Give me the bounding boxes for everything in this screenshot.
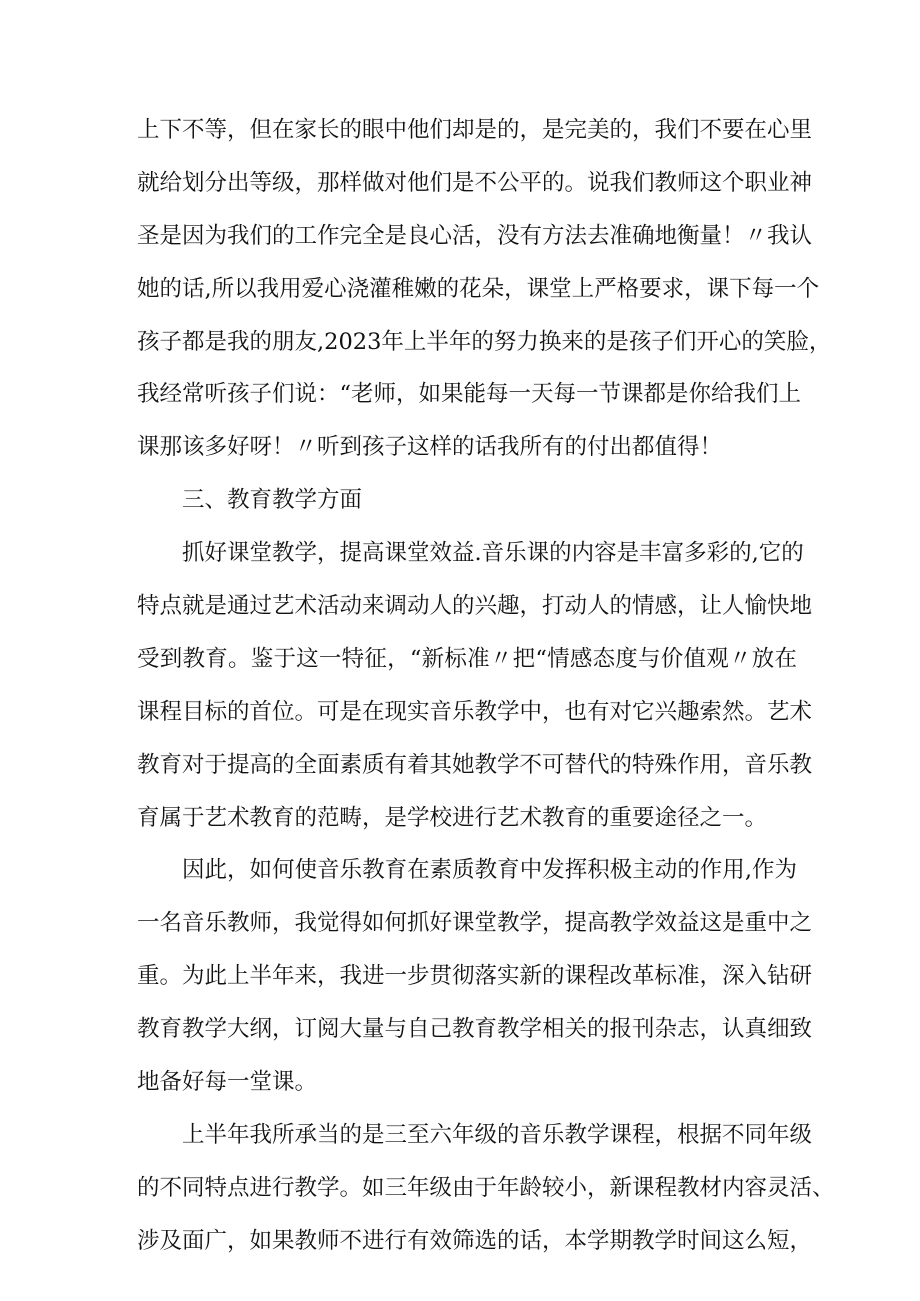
text-line: 孩子都是我的朋友,2023年上半年的努力换来的是孩子们开心的笑脸， bbox=[137, 328, 832, 355]
paragraph-first-line: 上半年我所承当的是三至六年级的音乐教学课程，根据不同年级 bbox=[182, 1121, 813, 1148]
text-line: 的不同特点进行教学。如三年级由于年龄较小，新课程教材内容灵活、 bbox=[137, 1174, 835, 1201]
text-line: 教育对于提高的全面素质有着其她教学不可替代的特殊作用，音乐教 bbox=[137, 751, 813, 778]
text-line: 育属于艺术教育的范畴，是学校进行艺术教育的重要途径之一。 bbox=[137, 804, 768, 831]
text-line: 圣是因为我们的工作完全是良心活，没有方法去准确地衡量！〃我认 bbox=[137, 222, 813, 249]
document-body bbox=[137, 104, 835, 1268]
text-line: 重。为此上半年来，我进一步贯彻落实新的课程改革标准，深入钻研 bbox=[137, 963, 813, 990]
text-line: 地备好每一堂课。 bbox=[137, 1069, 318, 1096]
paragraph-first-line: 三、教育教学方面 bbox=[182, 487, 363, 514]
text-line: 涉及面广，如果教师不进行有效筛选的话，本学期教学时间这么短， bbox=[137, 1227, 813, 1254]
text-line: 特点就是通过艺术活动来调动人的兴趣，打动人的情感，让人愉快地 bbox=[137, 593, 813, 620]
text-line: 上下不等，但在家长的眼中他们却是的，是完美的，我们不要在心里 bbox=[137, 117, 813, 143]
text-line: 她的话,所以我用爱心浇灌稚嫩的花朵，课堂上严格要求，课下每一个 bbox=[137, 275, 820, 302]
paragraph-first-line: 抓好课堂教学，提高课堂效益.音乐课的内容是丰富多彩的,它的 bbox=[182, 540, 804, 567]
text-line: 就给划分出等级，那样做对他们是不公平的。说我们教师这个职业神 bbox=[137, 169, 813, 196]
text-line: 受到教育。鉴于这一特征，“新标准〃把“情感态度与价值观〃放在 bbox=[137, 645, 797, 672]
text-line: 课程目标的首位。可是在现实音乐教学中，也有对它兴趣索然。艺术 bbox=[137, 698, 813, 725]
paragraph-first-line: 因此，如何使音乐教育在素质教育中发挥积极主动的作用,作为 bbox=[182, 857, 797, 884]
text-line: 一名音乐教师，我觉得如何抓好课堂教学，提高教学效益这是重中之 bbox=[137, 910, 813, 937]
text-line: 课那该多好呀！〃听到孩子这样的话我所有的付出都值得！ bbox=[137, 434, 723, 461]
text-line: 我经常听孩子们说：“老师，如果能每一天每一节课都是你给我们上 bbox=[137, 381, 802, 408]
text-line: 教育教学大纲，订阅大量与自己教育教学相关的报刊杂志，认真细致 bbox=[137, 1016, 813, 1043]
